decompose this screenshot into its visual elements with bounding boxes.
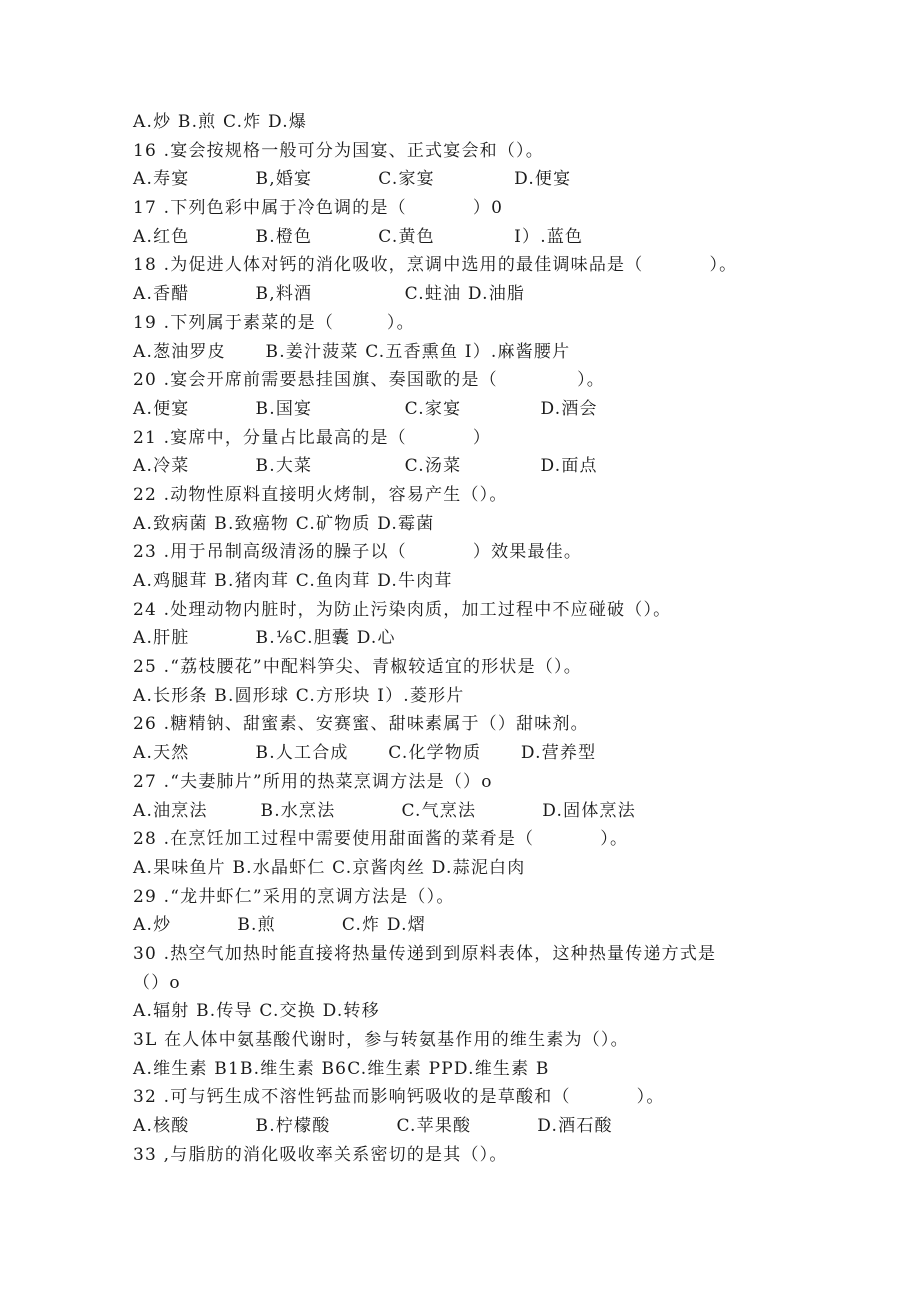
option-line: A.果味鱼片 B.水晶虾仁 C.京酱肉丝 D.蒜泥白肉 <box>133 857 526 878</box>
question-line: 29 .“龙井虾仁”采用的烹调方法是（）。 <box>133 886 455 907</box>
option-line: A.炒 B.煎 C.炸 D.熠 <box>133 915 426 936</box>
option-line: A.冷菜 B.大菜 C.汤菜 D.面点 <box>133 456 598 477</box>
question-line: 33 ,与脂肪的消化吸收率关系密切的是其（）。 <box>133 1144 508 1165</box>
question-line: 16 .宴会按规格一般可分为国宴、正式宴会和（）。 <box>133 140 544 161</box>
question-line: 19 .下列属于素菜的是（ ）。 <box>133 312 415 333</box>
question-line: 17 .下列色彩中属于冷色调的是（ ）0 <box>133 198 504 219</box>
option-line: A.肝脏 B.⅛C.胆囊 D.心 <box>133 628 396 649</box>
question-line: 3L 在人体中氨基酸代谢时，参与转氨基作用的维生素为（）。 <box>133 1030 629 1050</box>
option-line: A.葱油罗皮 B.姜汁菠菜 C.五香熏鱼 I）.麻酱腰片 <box>133 341 571 362</box>
question-line: 21 .宴席中，分量占比最高的是（ ） <box>133 427 492 448</box>
question-line: 18 .为促进人体对钙的消化吸收，烹调中选用的最佳调味品是（ ）。 <box>133 255 738 276</box>
question-line: 20 .宴会开席前需要悬挂国旗、奏国歌的是（ ）。 <box>133 370 605 391</box>
option-line: A.香醋 B,料酒 C.蛀油 D.油脂 <box>133 284 526 305</box>
option-line: A.天然 B.人工合成 C.化学物质 D.营养型 <box>133 743 597 764</box>
option-line: A.鸡腿茸 B.猪肉茸 C.鱼肉茸 D.牛肉茸 <box>133 571 453 591</box>
question-line-continuation: （）o <box>133 972 181 993</box>
option-line: A.寿宴 B,婚宴 C.家宴 D.便宴 <box>133 169 572 190</box>
question-line: 25 .“荔枝腰花”中配料笋尖、青椒较适宜的形状是（）。 <box>133 657 582 678</box>
question-line: 26 .糖精钠、甜蜜素、安赛蜜、甜味素属于（）甜味剂。 <box>133 714 589 735</box>
option-line: A.炒 B.煎 C.炸 D.爆 <box>133 112 308 132</box>
option-line: A.油烹法 B.水烹法 C.气烹法 D.固体烹法 <box>133 800 636 821</box>
option-line: A.红色 B.橙色 C.黄色 I）.蓝色 <box>133 226 584 247</box>
option-line: A.辐射 B.传导 C.交换 D.转移 <box>133 1001 380 1022</box>
question-line: 23 .用于吊制高级清汤的臊子以（ ）效果最佳。 <box>133 542 583 563</box>
question-line: 22 .动物性原料直接明火烤制，容易产生（）。 <box>133 484 508 505</box>
option-line: A.长形条 B.圆形球 C.方形块 I）.菱形片 <box>133 685 465 706</box>
question-list <box>133 108 813 1169</box>
question-line: 24 .处理动物内脏时，为防止污染肉质，加工过程中不应碰破（）。 <box>133 599 672 620</box>
option-line: A.致病菌 B.致癌物 C.矿物质 D.霉菌 <box>133 513 435 534</box>
option-line: A.核酸 B.柠檬酸 C.苹果酸 D.酒石酸 <box>133 1116 613 1137</box>
option-line: A.维生素 B1B.维生素 B6C.维生素 PPD.维生素 B <box>133 1058 550 1079</box>
question-line: 28 .在烹饪加工过程中需要使用甜面酱的菜肴是（ ）。 <box>133 829 629 850</box>
option-line: A.便宴 B.国宴 C.家宴 D.酒会 <box>133 398 598 419</box>
question-line: 30 .热空气加热时能直接将热量传递到到原料表体，这种热量传递方式是 <box>133 943 717 964</box>
question-line: 32 .可与钙生成不溶性钙盐而影响钙吸收的是草酸和（ ）。 <box>133 1087 665 1108</box>
question-line: 27 .“夫妻肺片”所用的热菜烹调方法是（）o <box>133 771 493 792</box>
